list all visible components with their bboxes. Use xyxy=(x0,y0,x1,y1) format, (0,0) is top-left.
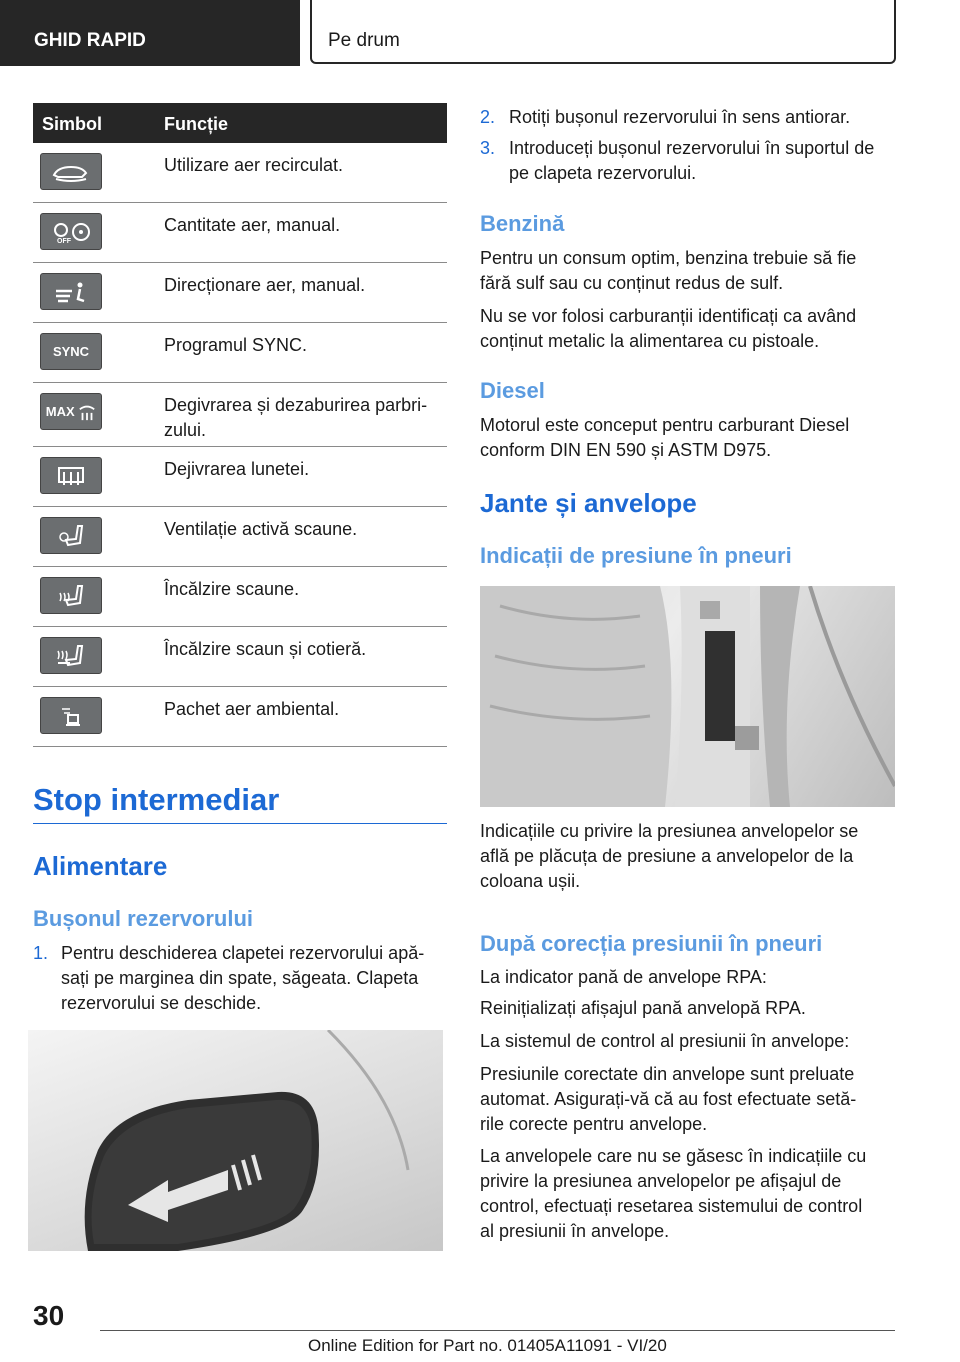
sync-icon xyxy=(40,333,102,370)
heading-stop-intermediar: Stop intermediar xyxy=(33,782,280,817)
seat-ventilation-icon xyxy=(40,517,102,554)
page-header xyxy=(0,0,960,66)
fuel-flap-image xyxy=(28,1030,443,1251)
row-text: Cantitate aer, manual. xyxy=(164,215,341,235)
image-caption: Indicațiile cu privire la presiunea anvelopelor se află pe plăcuța de presiune a anvelopelor de la coloana ușii. xyxy=(480,821,859,891)
seat-armrest-heating-icon xyxy=(40,637,102,674)
paragraph: Pentru un consum optim, benzina trebuie să fie fără sulf sau cu conținut redus de sulf. xyxy=(480,248,857,293)
fan-off-icon xyxy=(40,213,102,250)
heading-indicatii: Indicații de presiune în pneuri xyxy=(480,543,792,568)
seat-heating-icon xyxy=(40,577,102,614)
heading-dupa-corectia: După corecția presiunii în pneuri xyxy=(480,931,823,956)
table-row xyxy=(33,687,447,747)
table-row xyxy=(33,323,447,383)
paragraph: Reinițializați afișajul pană anvelopă RPA. xyxy=(480,998,806,1018)
chapter-tab xyxy=(310,0,896,64)
table-header xyxy=(33,103,447,143)
table-row xyxy=(33,567,447,627)
row-text: Programul SYNC. xyxy=(164,335,308,355)
page-number: 30 xyxy=(33,1300,65,1331)
paragraph: Presiunile corectate din anvelope sunt preluate automat. Asigurați-vă că au fost efectuate setă- rile corecte pentru anvelope. xyxy=(480,1064,857,1134)
step-number: 3. xyxy=(480,138,496,158)
paragraph: Nu se vor folosi carburanții identificați ca având conținut metalic la alimentarea cu pistoale. xyxy=(480,306,857,351)
paragraph: La sistemul de control al presiunii în anvelope: xyxy=(480,1031,850,1051)
paragraph: Motorul este conceput pentru carburant Diesel conform DIN EN 590 și ASTM D975. xyxy=(480,415,850,460)
col-function: Funcție xyxy=(164,114,229,134)
chapter-title: Pe drum xyxy=(328,30,400,51)
heading-jante: Jante și anvelope xyxy=(480,488,697,518)
paragraph: La indicator pană de anvelope RPA: xyxy=(480,967,767,987)
heading-busonul: Bușonul rezervorului xyxy=(33,906,254,931)
door-pillar-image xyxy=(480,586,895,807)
step-text: Introduceți bușonul rezervorului în suportul de pe clapeta rezervorului. xyxy=(509,138,875,183)
footer-rule xyxy=(100,1330,895,1331)
paragraph: La anvelopele care nu se găsesc în indicațiile cu privire la presiunea anvelopelor pe afișajul de control, efectuați resetarea sistemului de control al presiunii în anvelope. xyxy=(480,1146,867,1241)
symbol-table xyxy=(33,103,447,747)
table-row xyxy=(33,627,447,687)
row-text: Direcționare aer, manual. xyxy=(164,275,366,295)
sync-label: SYNC xyxy=(52,344,90,359)
heading-rule xyxy=(33,823,447,824)
ambient-air-icon xyxy=(40,697,102,734)
table-row xyxy=(33,143,447,203)
row-text: Utilizare aer recirculat. xyxy=(164,155,344,175)
recirculate-air-icon xyxy=(40,153,102,190)
table-row xyxy=(33,203,447,263)
table-row xyxy=(33,507,447,567)
section-title: GHID RAPID xyxy=(34,30,146,51)
heading-alimentare: Alimentare xyxy=(33,851,168,881)
air-direction-icon xyxy=(40,273,102,310)
row-text: Degivrarea și dezaburirea parbri- zului. xyxy=(164,395,428,440)
step-text: Rotiți bușonul rezervorului în sens antiorar. xyxy=(509,107,851,127)
step-number: 2. xyxy=(480,107,496,127)
heading-benzina: Benzină xyxy=(480,211,565,236)
svg-text:OFF: OFF xyxy=(57,237,71,245)
section-tab xyxy=(0,0,300,66)
row-text: Pachet aer ambiental. xyxy=(164,699,340,719)
rear-defrost-icon xyxy=(40,457,102,494)
col-symbol: Simbol xyxy=(42,114,103,134)
step-text: Pentru deschiderea clapetei rezervorului apă- sați pe marginea din spate, săgeata. Clapeta rezervorului se deschide. xyxy=(61,943,425,1013)
row-text: Încălzire scaun și cotieră. xyxy=(164,639,367,659)
table-row xyxy=(33,263,447,323)
row-text: Ventilație activă scaune. xyxy=(164,519,358,539)
max-defrost-icon xyxy=(40,393,102,430)
row-text: Dejivrarea lunetei. xyxy=(164,459,310,479)
heading-diesel: Diesel xyxy=(480,378,545,403)
table-row xyxy=(33,447,447,507)
table-row xyxy=(33,383,447,447)
step-number: 1. xyxy=(33,943,49,963)
max-label: MAX xyxy=(45,404,75,419)
edition-text: Online Edition for Part no. 01405A11091 - VI/20 xyxy=(308,1336,667,1355)
row-text: Încălzire scaune. xyxy=(164,579,300,599)
